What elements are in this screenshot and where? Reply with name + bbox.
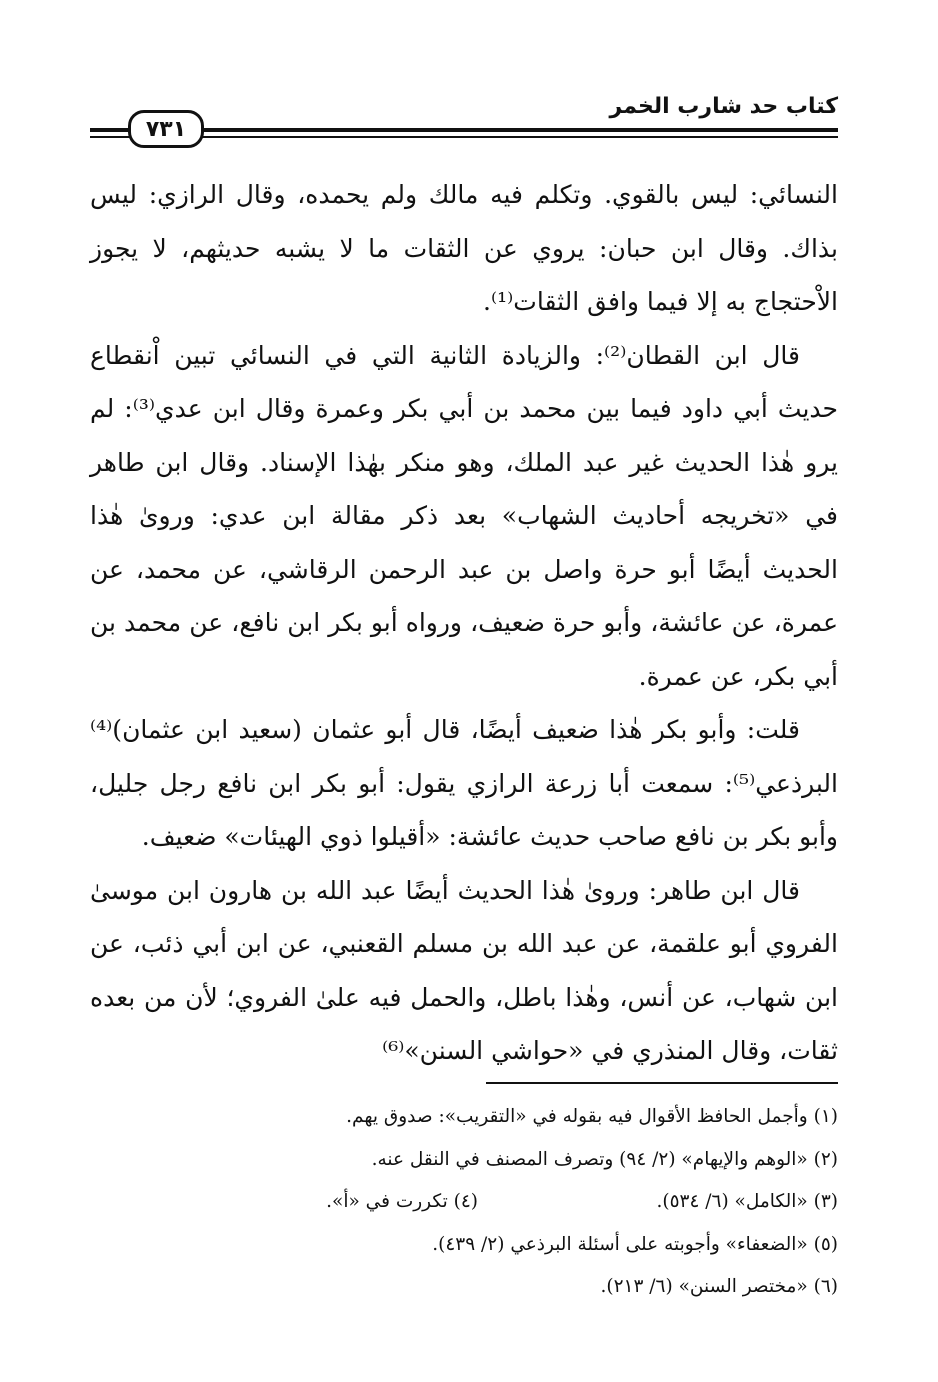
page-number: ٧٣١ — [128, 110, 204, 148]
footnote-6: (٦) «مختصر السنن» (٦/ ٢١٣). — [600, 1276, 838, 1297]
footnote-row-3-4 — [90, 1181, 838, 1224]
footnote-3: (٣) «الكامل» (٦/ ٥٣٤). — [656, 1191, 838, 1212]
paragraph-4: قال ابن طاهر: وروىٰ هٰذا الحديث أيضًا عبد الله بن هارون ابن موسىٰ الفروي أبو علقمة، عن عبد الله بن مسلم القعنبي، عن ابن أبي ذئب، عن ابن شهاب، عن أنس، وهٰذا باطل، والحمل فيه علىٰ الفروي؛ لأن من بعده ثقات، وقال المنذري في «حواشي السنن»⁽⁶⁾ — [90, 875, 838, 1065]
footnote-separator — [486, 1082, 838, 1084]
page-header — [90, 88, 838, 148]
running-title: كتاب حد شارب الخمر — [604, 92, 838, 122]
footnote-4: (٤) تكررت في «أ». — [326, 1191, 478, 1212]
paragraph-2: قال ابن القطان⁽²⁾: والزيادة الثانية التي في النسائي تبين اْنقطاع حديث أبي داود فيما بين محمد بن أبي بكر وعمرة وقال ابن عدي⁽³⁾: لم يرو هٰذا الحديث غير عبد الملك، وهو منكر بهٰذا الإسناد. وقال ابن طاهر في «تخريجه أحاديث الشهاب» بعد ذكر مقالة ابن عدي: وروىٰ هٰذا الحديث أيضًا أبو حرة واصل بن عبد الرحمن الرقاشي، عن محمد، عن عمرة، عن عائشة، وأبو حرة ضعيف، ورواه أبو بكر ابن نافع، عن محمد بن أبي بكر، عن عمرة. — [90, 340, 838, 691]
paragraph-3: قلت: وأبو بكر هٰذا ضعيف أيضًا، قال أبو عثمان (سعيد ابن عثمان)⁽⁴⁾ البرذعي⁽⁵⁾: سمعت أبا زرعة الرازي يقول: أبو بكر ابن نافع رجل جليل، وأبو بكر بن نافع صاحب حديث عائشة: «أقيلوا ذوي الهيئات» ضعيف. — [90, 715, 838, 851]
footnote-1: (١) وأجمل الحافظ الأقوال فيه بقوله في «التقريب»: صدوق يهم. — [346, 1106, 838, 1127]
footnote-5: (٥) «الضعفاء» وأجوبته على أسئلة البرذعي (٢/ ٤٣٩). — [432, 1233, 838, 1255]
footnote-2: (٢) «الوهم والإيهام» (٢/ ٩٤) وتصرف المصنف في النقل عنه. — [371, 1148, 838, 1170]
main-text — [90, 168, 838, 1078]
paragraph-1: النسائي: ليس بالقوي. وتكلم فيه مالك ولم يحمده، وقال الرازي: ليس بذاك. وقال ابن حبان: يروي عن الثقات ما لا يشبه حديثهم، لا يجوز الاْحتجاج به إلا فيما وافق الثقات⁽¹⁾. — [90, 180, 838, 316]
footnotes — [90, 1096, 838, 1309]
